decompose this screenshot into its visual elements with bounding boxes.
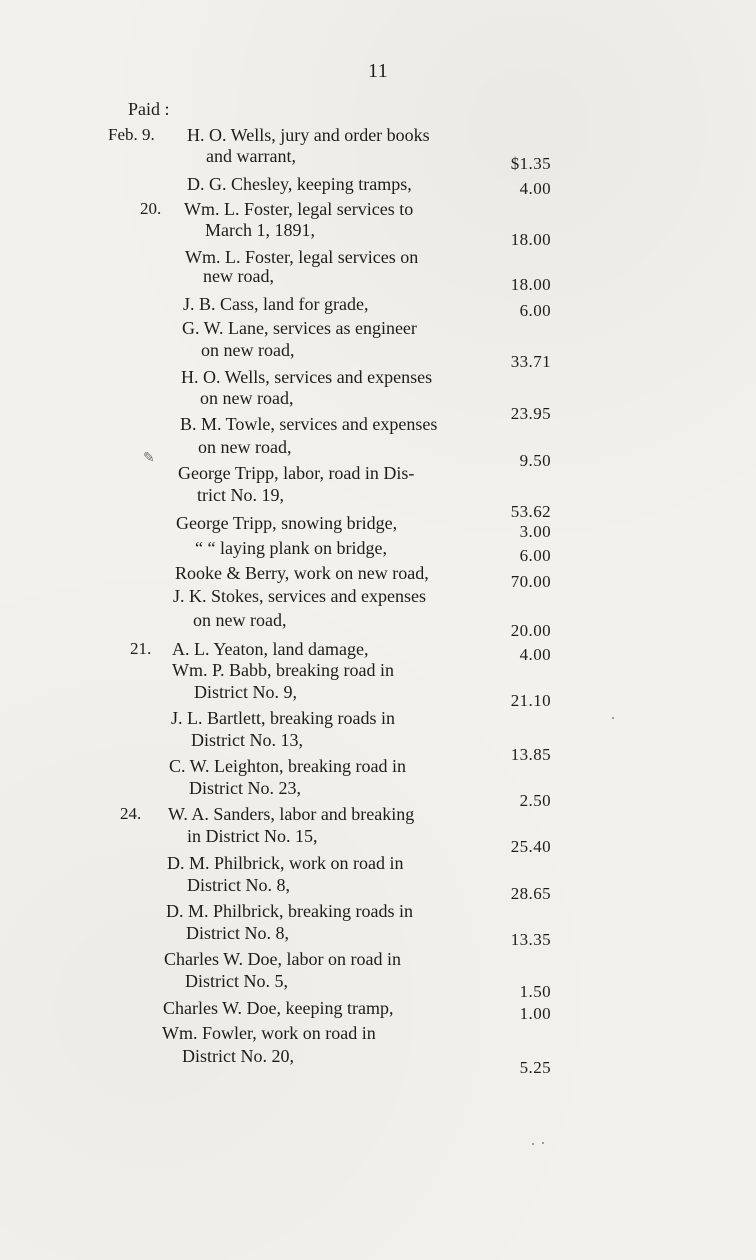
entry-description: J. L. Bartlett, breaking roads in xyxy=(171,708,395,728)
entry-description: on new road, xyxy=(201,340,295,360)
entry-description: Charles W. Doe, labor on road in xyxy=(164,949,401,969)
entry-description: and warrant, xyxy=(206,146,296,166)
entry-description: Wm. L. Foster, legal services on xyxy=(185,247,419,267)
entry-amount: 25.40 xyxy=(510,837,551,856)
entry-amount: 1.00 xyxy=(519,1004,551,1023)
entry-description: District No. 23, xyxy=(189,778,301,798)
ledger-row xyxy=(0,266,756,294)
entry-description: “ “ laying plank on bridge, xyxy=(195,538,387,558)
ledger-row xyxy=(0,610,756,640)
entry-description: W. A. Sanders, labor and breaking xyxy=(168,804,415,824)
ledger-row xyxy=(0,174,756,198)
ledger-row xyxy=(0,756,756,780)
entry-description: District No. 5, xyxy=(185,971,288,991)
entry-amount: 18.00 xyxy=(510,230,551,249)
entry-description: in District No. 15, xyxy=(187,826,318,846)
entry-amount: 33.71 xyxy=(510,352,551,371)
entry-date: 24. xyxy=(120,804,142,823)
entry-description: D. G. Chesley, keeping tramps, xyxy=(187,174,412,194)
paid-label: Paid : xyxy=(128,99,170,119)
ledger-row xyxy=(0,437,756,470)
entry-description: Wm. L. Foster, legal services to xyxy=(184,199,414,219)
ledger-row xyxy=(0,853,756,877)
entry-description: District No. 9, xyxy=(194,682,297,702)
ledger-row xyxy=(0,708,756,732)
ledger-row xyxy=(0,826,756,856)
entry-description: Wm. P. Babb, breaking road in xyxy=(172,660,394,680)
entry-description: B. M. Towle, services and expenses xyxy=(180,414,438,434)
ledger-row xyxy=(0,778,756,810)
ledger-row xyxy=(0,949,756,973)
entry-description: Charles W. Doe, keeping tramp, xyxy=(163,998,394,1018)
entry-amount: 23.95 xyxy=(510,404,551,423)
entry-amount: 28.65 xyxy=(510,884,551,903)
entry-description: on new road, xyxy=(193,610,287,630)
ledger-row xyxy=(0,414,756,438)
entry-amount: 4.00 xyxy=(519,645,551,664)
paper-speck xyxy=(532,1143,534,1145)
ledger-row xyxy=(0,146,756,173)
entry-description: District No. 8, xyxy=(186,923,289,943)
ledger-row xyxy=(0,485,756,521)
entry-description: Wm. Fowler, work on road in xyxy=(162,1023,376,1043)
entry-amount: 70.00 xyxy=(510,572,551,591)
entry-description: C. W. Leighton, breaking road in xyxy=(169,756,406,776)
entry-amount: 6.00 xyxy=(519,301,551,320)
ledger-row xyxy=(0,998,756,1022)
entry-date: Feb. 9. xyxy=(108,125,155,144)
ledger-row xyxy=(0,463,756,487)
page-number: 11 xyxy=(368,60,389,82)
paper-speck xyxy=(542,1142,544,1144)
entry-description: D. M. Philbrick, breaking roads in xyxy=(166,901,413,921)
entry-description: March 1, 1891, xyxy=(205,220,315,240)
entry-description: J. K. Stokes, services and expenses xyxy=(173,586,426,606)
ledger-row xyxy=(0,294,756,318)
ledger-row xyxy=(0,971,756,1001)
entry-description: A. L. Yeaton, land damage, xyxy=(172,639,369,659)
entry-amount: 21.10 xyxy=(510,691,551,710)
paper-speck xyxy=(612,717,614,719)
entry-date: 20. xyxy=(140,199,162,218)
entry-amount: 2.50 xyxy=(519,791,551,810)
entry-amount: 53.62 xyxy=(510,502,551,521)
ledger-row xyxy=(0,340,756,371)
ledger-row xyxy=(0,660,756,684)
entry-description: J. B. Cass, land for grade, xyxy=(183,294,369,314)
entry-description: District No. 8, xyxy=(187,875,290,895)
entry-description: George Tripp, snowing bridge, xyxy=(176,513,398,533)
ledger-row xyxy=(0,220,756,249)
entry-amount: 9.50 xyxy=(519,451,551,470)
ledger-row xyxy=(0,318,756,342)
ledger-row xyxy=(0,1046,756,1077)
entry-date: 21. xyxy=(130,639,152,658)
ledger-row xyxy=(0,875,756,903)
entry-amount: 13.85 xyxy=(510,745,551,764)
entry-description: new road, xyxy=(203,266,274,286)
ledger-row xyxy=(0,513,756,541)
entry-amount: 3.00 xyxy=(519,522,551,541)
entry-amount: 20.00 xyxy=(510,621,551,640)
ledger-row xyxy=(0,388,756,423)
entry-amount: 6.00 xyxy=(519,546,551,565)
ledger-row xyxy=(0,538,756,565)
entry-description: trict No. 19, xyxy=(197,485,284,505)
entry-description: on new road, xyxy=(198,437,292,457)
entry-description: D. M. Philbrick, work on road in xyxy=(167,853,404,873)
entry-amount: 13.35 xyxy=(510,930,551,949)
margin-mark: ✎ xyxy=(143,451,155,466)
ledger-row xyxy=(0,901,756,925)
ledger-row xyxy=(0,586,756,610)
ledger-row xyxy=(0,1023,756,1047)
entry-description: on new road, xyxy=(200,388,294,408)
entry-description: H. O. Wells, services and expenses xyxy=(181,367,433,387)
entry-description: District No. 13, xyxy=(191,730,303,750)
entry-amount: 4.00 xyxy=(519,179,551,198)
ledger-row xyxy=(0,730,756,764)
entry-amount: $1.35 xyxy=(510,154,551,173)
entry-amount: 5.25 xyxy=(519,1058,551,1077)
entry-description: G. W. Lane, services as engineer xyxy=(182,318,417,338)
entry-description: H. O. Wells, jury and order books xyxy=(187,125,430,145)
ledger-row xyxy=(0,804,756,828)
ledger-row xyxy=(0,563,756,591)
ledger-row xyxy=(0,923,756,947)
entry-description: District No. 20, xyxy=(182,1046,294,1066)
entry-amount: 18.00 xyxy=(510,275,551,294)
entry-description: Rooke & Berry, work on new road, xyxy=(175,563,429,583)
entry-amount: 1.50 xyxy=(519,982,551,1001)
entry-description: George Tripp, labor, road in Dis- xyxy=(178,463,415,483)
ledger-row xyxy=(0,682,756,710)
